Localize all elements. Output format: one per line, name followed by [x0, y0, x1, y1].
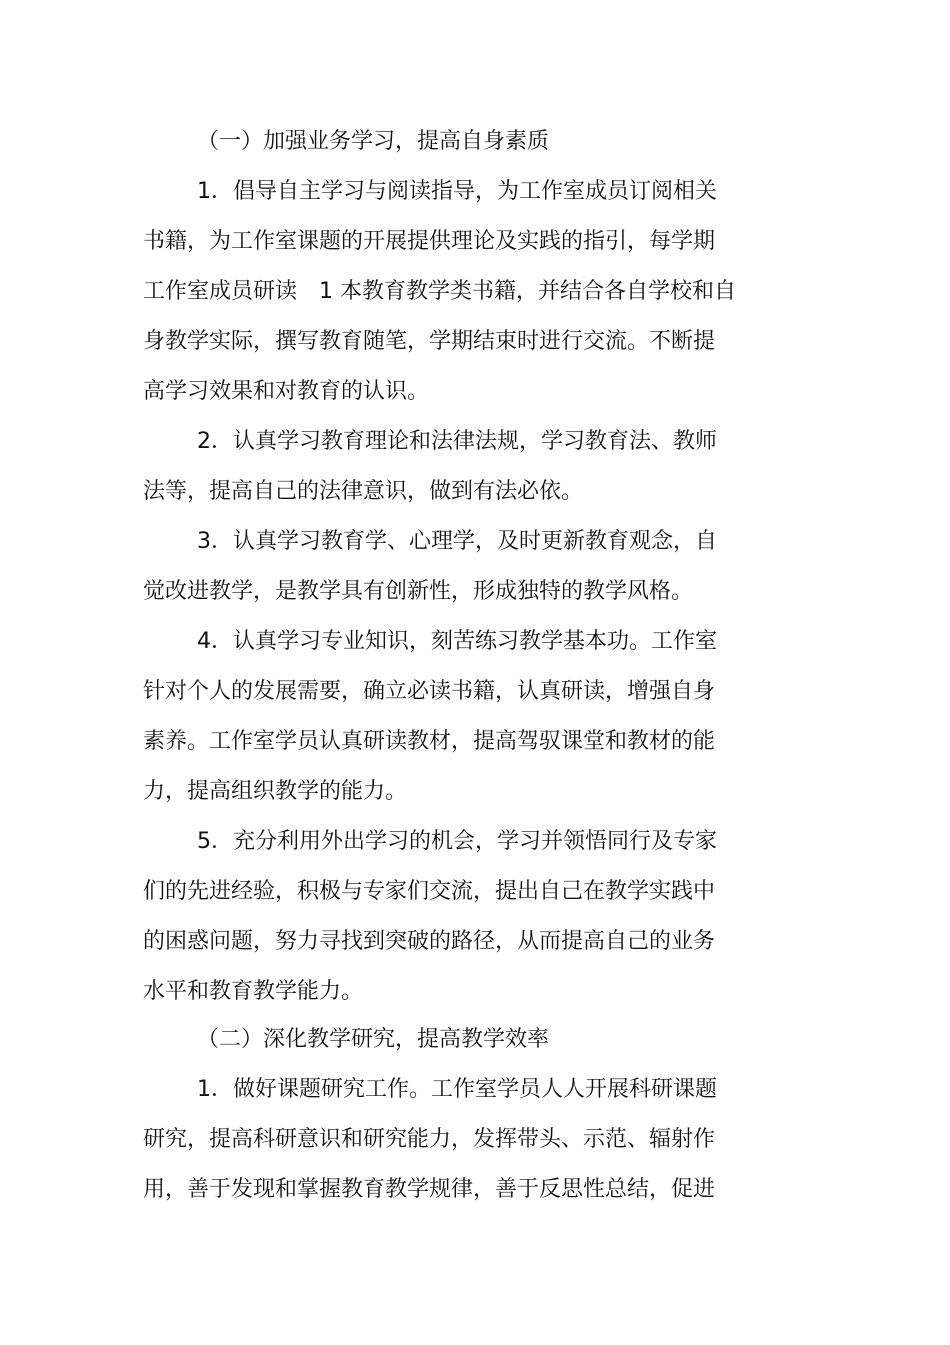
section-heading-1: （一）加强业务学习，提高自身素质	[197, 129, 550, 154]
paragraph-line: 素养。工作室学员认真研读教材，提高驾驭课堂和教材的能	[143, 729, 716, 754]
paragraph-line: 1．做好课题研究工作。工作室学员人人开展科研课题	[197, 1077, 717, 1102]
paragraph-line: 高学习效果和对教育的认识。	[143, 379, 430, 404]
paragraph-line: 书籍，为工作室课题的开展提供理论及实践的指引，每学期	[143, 229, 716, 254]
paragraph-line: 的困惑问题，努力寻找到突破的路径，从而提高自己的业务	[143, 929, 716, 954]
paragraph-line: 水平和教育教学能力。	[143, 979, 364, 1004]
paragraph-line: 身教学实际，撰写教育随笔，学期结束时进行交流。不断提	[143, 329, 716, 354]
paragraph-line: 们的先进经验，积极与专家们交流，提出自己在教学实践中	[143, 879, 716, 904]
paragraph-line: 2．认真学习教育理论和法律法规，学习教育法、教师	[197, 429, 717, 454]
paragraph-line: 觉改进教学，是教学具有创新性，形成独特的教学风格。	[143, 579, 694, 604]
paragraph-line: 针对个人的发展需要，确立必读书籍，认真研读，增强自身	[143, 679, 716, 704]
section-heading-2: （二）深化教学研究，提高教学效率	[197, 1027, 550, 1052]
paragraph-line: 1．倡导自主学习与阅读指导，为工作室成员订阅相关	[197, 179, 717, 204]
paragraph-line: 力，提高组织教学的能力。	[143, 779, 408, 804]
paragraph-line: 法等，提高自己的法律意识，做到有法必依。	[143, 479, 584, 504]
paragraph-line: 用，善于发现和掌握教育教学规律，善于反思性总结，促进	[143, 1177, 716, 1202]
paragraph-line: 4．认真学习专业知识，刻苦练习教学基本功。工作室	[197, 629, 717, 654]
paragraph-line: 工作室成员研读 1 本教育教学类书籍，并结合各自学校和自	[143, 279, 736, 304]
paragraph-line: 3．认真学习教育学、心理学，及时更新教育观念，自	[197, 529, 717, 554]
paragraph-line: 研究，提高科研意识和研究能力，发挥带头、示范、辐射作	[143, 1127, 716, 1152]
paragraph-line: 5．充分利用外出学习的机会，学习并领悟同行及专家	[197, 829, 717, 854]
